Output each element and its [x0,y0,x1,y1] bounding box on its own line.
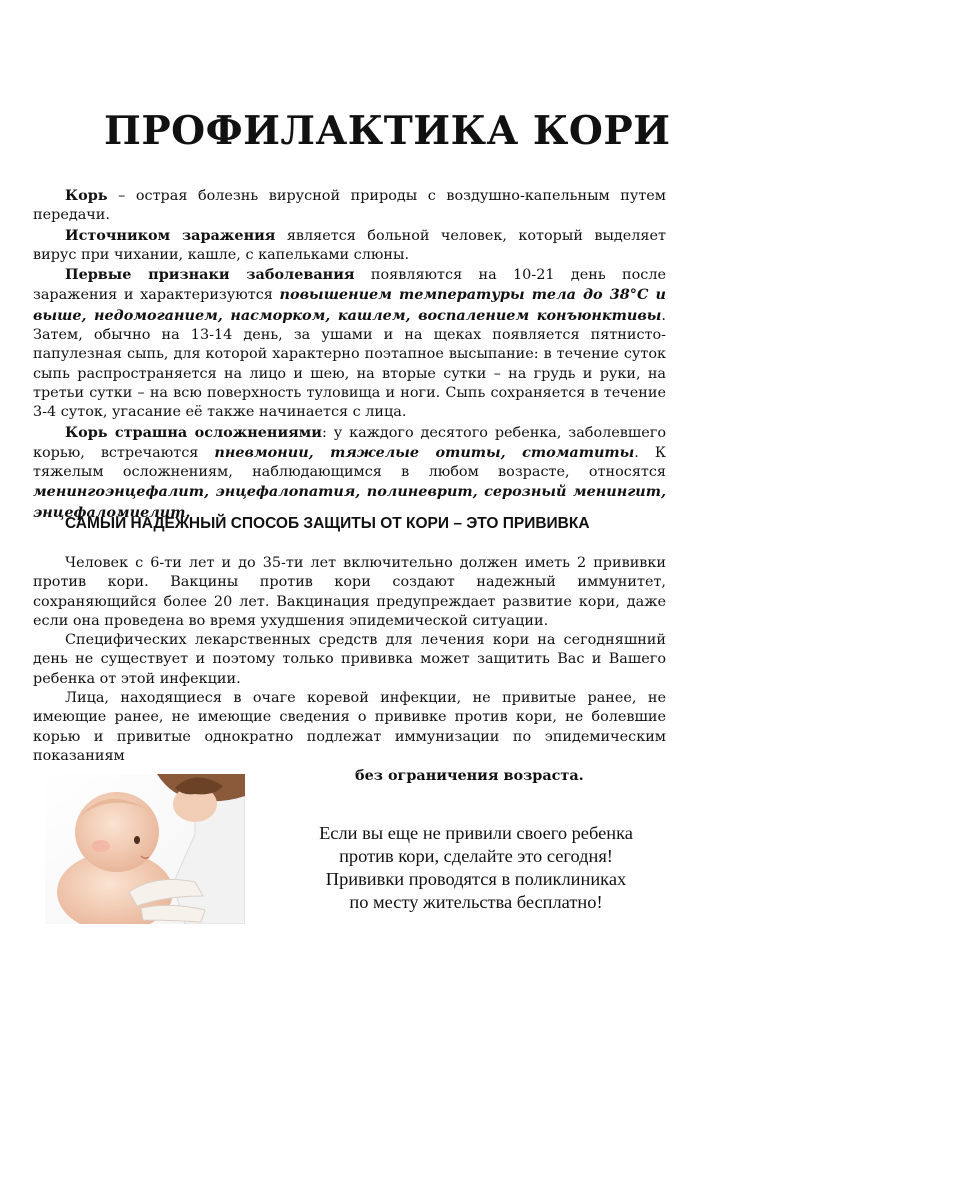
paragraph-definition: Корь – острая болезнь вирусной природы с воздушно-капельным путем передачи. [33,187,666,224]
term-first-signs: Первые признаки заболевания [65,266,355,284]
term-complications: Корь страшна осложнениями [65,423,322,441]
paragraph-source: Источником заражения является больной человек, который выделяет вирус при чихании, кашле, с капельками слюны. [33,226,666,263]
intro-section [33,186,666,523]
vaccination-section [33,554,666,786]
paragraph-outbreak-immunization: Лица, находящиеся в очаге коревой инфекции, не привитые ранее, не имеющие ранее, не имеющие сведения о прививке против кори, не болевшие корью и привитые однократно подлежат иммунизации по эпидемическим показаниям [33,690,666,764]
term-measles: Корь [65,187,108,204]
complications-list-1: пневмонии, тяжелые отиты, стоматиты [214,443,635,461]
callout-line-3: Прививки проводятся в поликлиниках [325,869,627,889]
symptoms-list: повышением температуры тела до 38°С и выше, недомоганием, насморком, кашлем, воспалением конъюнктивы [33,286,666,324]
baby-vaccination-photo [45,774,245,924]
callout-line-1: Если вы еще не привили своего ребенка [319,823,633,843]
paragraph-vaccine-schedule: Человек с 6-ти лет и до 35-ти лет включительно должен иметь 2 прививки против кори. Вакцины против кори создают надежный иммунитет, сохраняющийся более 20 лет. Вакцинация предупреждает развитие кори, даже если она проведена во время ухудшения эпидемической ситуации. [33,555,666,629]
call-to-action [296,822,656,914]
callout-line-2: против кори, сделайте это сегодня! [339,846,613,866]
callout-line-4: по месту жительства бесплатно! [349,892,603,912]
page-title: ПРОФИЛАКТИКА КОРИ [104,108,671,154]
complications-list-2: менингоэнцефалит, энцефалопатия, полиневрит, серозный менингит, энцефаломиелит. [33,483,666,521]
paragraph-symptoms: Первые признаки заболевания появляются на 10-21 день после заражения и характеризуются повышением температуры тела до 38°С и выше, недомоганием, насморком, кашлем, воспалением конъюнктивы. Затем, обычно на 13-14 день, за ушами и на щеках появляется пятнисто-папулезная сыпь, для которой характерно поэтапное высыпание: в течение суток сыпь распространяется на лицо и шею, на вторые сутки – на грудь и руки, на третьи сутки – на всю поверхность туловища и ноги. Сыпь сохраняется в течение 3-4 суток, угасание её также начинается с лица. [33,266,666,421]
section-heading: САМЫЙ НАДЕЖНЫЙ СПОСОБ ЗАЩИТЫ ОТ КОРИ – ЭТО ПРИВИВКА [65,515,590,532]
paragraph-no-treatment: Специфических лекарственных средств для лечения кори на сегодняшний день не существует и поэтому только прививка может защитить Вас и Вашего ребенка от этой инфекции. [33,632,666,687]
term-source: Источником заражения [65,226,276,244]
paragraph-no-age-limit: без ограничения возраста. [355,767,584,785]
paragraph-complications: Корь страшна осложнениями: у каждого десятого ребенка, заболевшего корью, встречаются пневмонии, тяжелые отиты, стоматиты. К тяжелым осложнениям, наблюдающимся в любом возрасте, относятся менингоэнцефалит, энцефалопатия, полиневрит, серозный менингит, энцефаломиелит. [33,423,666,521]
